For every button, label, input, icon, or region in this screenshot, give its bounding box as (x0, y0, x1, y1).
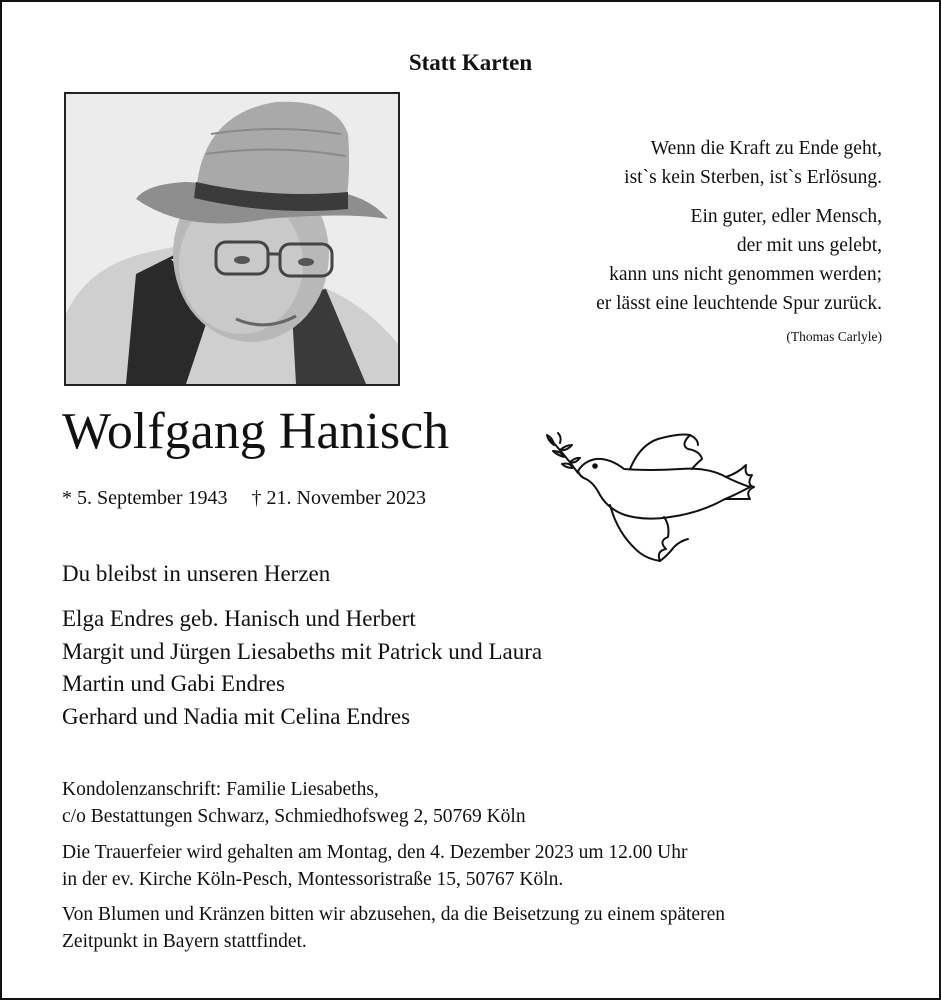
info-line: c/o Bestattungen Schwarz, Schmiedhofsweg 2, 50769 Köln (62, 806, 526, 827)
family-member: Martin und Gabi Endres (62, 671, 285, 696)
poem-line: Wenn die Kraft zu Ende geht, (650, 138, 882, 159)
poem-stanza-2 (596, 202, 882, 318)
life-dates (62, 487, 426, 510)
info-line: Die Trauerfeier wird gehalten am Montag, den 4. Dezember 2023 um 12.00 Uhr (62, 842, 688, 863)
farewell-line: Du bleibst in unseren Herzen (62, 561, 331, 586)
dove-with-olive-branch-icon (540, 425, 760, 570)
info-line: Kondolenzanschrift: Familie Liesabeths, (62, 779, 379, 800)
death-date: † 21. November 2023 (251, 487, 426, 509)
family-member: Elga Endres geb. Hanisch und Herbert (62, 606, 416, 631)
family-list (62, 603, 542, 733)
header-title: Statt Karten (408, 50, 533, 75)
condolence-address (62, 776, 526, 830)
birth-date: * 5. September 1943 (62, 487, 228, 509)
poem-line: er lässt eine leuchtende Spur zurück. (596, 293, 882, 314)
info-line: Von Blumen und Kränzen bitten wir abzusehen, da die Beisetzung zu einem späteren (62, 904, 725, 925)
poem-line: ist`s kein Sterben, ist`s Erlösung. (624, 167, 882, 188)
poem-line: der mit uns gelebt, (736, 235, 882, 256)
deceased-name: Wolfgang Hanisch (62, 403, 450, 460)
flowers-note (62, 901, 725, 955)
portrait-photo (64, 92, 400, 386)
poem-stanza-1 (624, 134, 882, 192)
poem-line: kann uns nicht genommen werden; (609, 264, 882, 285)
portrait-photo-illustration (66, 94, 398, 384)
ceremony-info (62, 839, 687, 893)
poem-author: (Thomas Carlyle) (786, 329, 882, 344)
family-member: Gerhard und Nadia mit Celina Endres (62, 703, 411, 729)
family-member: Margit und Jürgen Liesabeths mit Patrick und Laura (62, 638, 543, 664)
info-line: Zeitpunkt in Bayern stattfindet. (62, 931, 307, 952)
poem-line: Ein guter, edler Mensch, (690, 206, 882, 227)
info-line: in der ev. Kirche Köln-Pesch, Montessoristraße 15, 50767 Köln. (62, 869, 564, 890)
